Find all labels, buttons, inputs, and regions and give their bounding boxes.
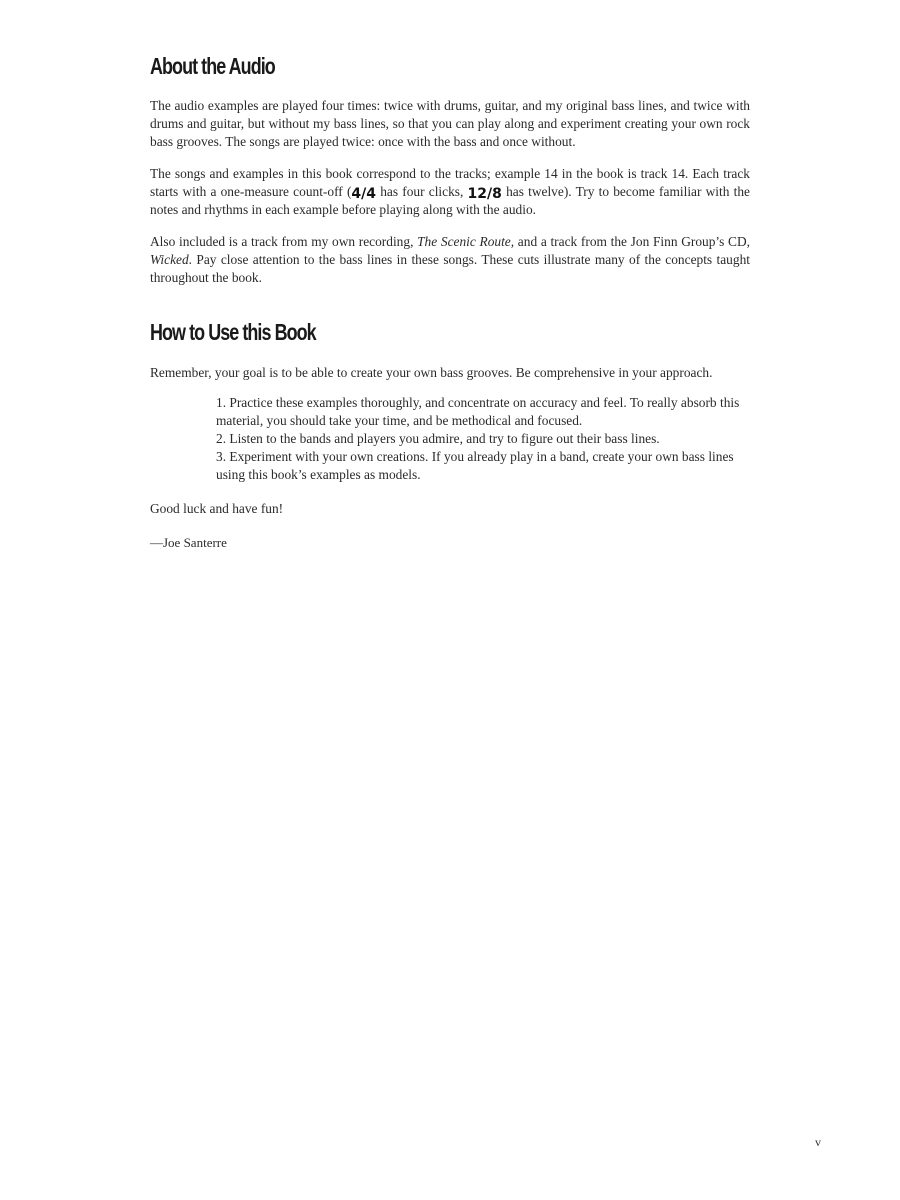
step-2: 2. Listen to the bands and players you admire, and try to figure out their bass lines. [216,431,660,446]
paragraph-recordings-text-3: . Pay close attention to the bass lines in these songs. These cuts illustrate many of the concepts taught throughout the book. [150,252,750,285]
paragraph-recordings [150,233,750,287]
paragraph-recordings-text-1: Also included is a track from my own recording, [150,234,418,249]
paragraph-remember: Remember, your goal is to be able to create your own bass grooves. Be comprehensive in your approach. [150,365,713,380]
document-page [150,48,750,552]
author-signature: —Joe Santerre [150,535,227,550]
paragraph-audio-examples: The audio examples are played four times: twice with drums, guitar, and my original bass lines, and twice with drums and guitar, but without my bass lines, so that you can play along and experiment creating your own rock bass grooves. The songs are played twice: once with the bass and once without. [150,98,750,149]
step-1: 1. Practice these examples thoroughly, and concentrate on accuracy and feel. To really absorb this material, you should take your time, and be methodical and focused. [216,395,740,428]
paragraph-tracks-text-2: has four clicks, [376,184,468,199]
paragraph-tracks-text-3: has twelve). Try to become familiar with the notes and rhythms in each example before playing along with the audio. [150,184,750,217]
list-item [216,430,750,448]
paragraph-tracks-text-1: The songs and examples in this book correspond to the tracks; example 14 in the book is track 14. Each track starts with a one-measure count-off ( [150,166,750,199]
list-item [216,394,750,430]
album-title-wicked: Wicked [150,252,189,267]
page-number: v [815,1135,821,1149]
list-item [216,448,750,484]
closing-line: Good luck and have fun! [150,501,284,516]
steps-list [216,394,750,484]
album-title-scenic-route: The Scenic Route, [417,234,515,249]
paragraph-tracks [150,165,750,219]
step-3: 3. Experiment with your own creations. If you already play in a band, create your own bass lines using this book’s examples as models. [216,449,734,482]
time-signature-4-4-icon: 4/4 [351,186,377,202]
heading-about-the-audio: About the Audio [150,53,275,79]
time-signature-12-8-icon: 12/8 [467,186,502,202]
heading-how-to-use-this-book: How to Use this Book [150,319,316,345]
paragraph-recordings-text-2: and a track from the Jon Finn Group’s CD, [514,234,751,249]
